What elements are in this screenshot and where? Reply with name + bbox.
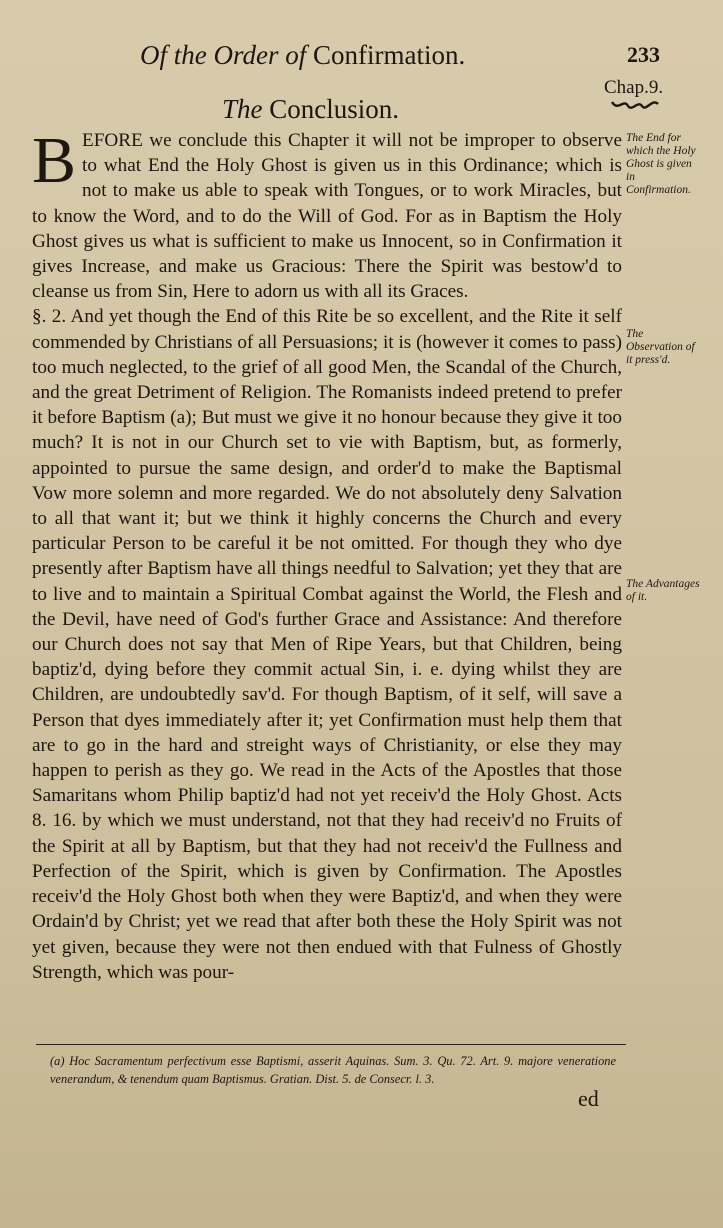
page-number: 233 (627, 42, 660, 67)
margin-note-observation: The Observation of it press'd. (626, 328, 695, 366)
catchword: ed (578, 1086, 599, 1111)
margin-note-end: The End for which the Holy Ghost is given in Confirmation. (626, 132, 696, 196)
heading-roman: Conclusion. (262, 94, 400, 124)
footnote: (a) Hoc Sacramentum perfectivum esse Baptismi, asserit Aquinas. Sum. 3. Qu. 72. Art. 9. majore veneratione venerandum, & tenendum quam Baptismus. Gratian. Dist. 5. de Consecr. l. 3. (50, 1054, 616, 1086)
heading-italic: The (222, 94, 263, 124)
running-title (140, 40, 465, 71)
chapter-label: Chap.9. (604, 77, 664, 98)
section-heading (222, 94, 399, 125)
paragraph-1: EFORE we conclude this Chapter it will not be improper to observe to what End the Holy Ghost is given us in this Ordinance; which is not to make us able to speak with Tongues, or to work Miracles, but to know the Word, and to do the Will of God. For as in Baptism the Holy Ghost gives us what is sufficient to make us Innocent, so in Confirmation it gives Increase, and make us Gracious: There the Spirit was bestow'd to cleanse us from Sin, Here to adorn us with all its Graces. (32, 130, 622, 303)
running-title-italic: Of the Order of (140, 40, 307, 70)
margin-note-advantages: The Advantages of it. (626, 578, 700, 603)
footnote-divider (36, 1044, 626, 1045)
paragraph-1-block (32, 124, 622, 304)
main-text (32, 124, 622, 985)
drop-cap: B (32, 124, 77, 197)
ornament-icon (610, 96, 660, 116)
running-title-roman: Confirmation. (306, 40, 466, 70)
paragraph-2: §. 2. And yet though the End of this Rite be so excellent, and the Rite it self commended by Christians of all Persuasions; it is (however it comes to pass) too much neglected, to the grief of all good Men, the Scandal of the Church, and the great Detriment of Religion. The Romanists indeed pretend to prefer it before Baptism (a); But must we give it no honour because they give it too much? It is not in our Church set to vie with Baptism, but, as formerly, appointed to pursue the same design, and order'd to make the Baptismal Vow more solemn and more regarded. We do not absolutely deny Salvation to all that want it; but we think it highly concerns the Church and every particular Person to be careful it be not omitted. For though they who dye presently after Baptism have all things needful to Salvation; yet they that are to live and to maintain a Spiritual Combat against the World, the Flesh and the Devil, have need of God's further Grace and Assistance: And therefore our Church does not say that Men of Ripe Years, but that Children, being baptiz'd, dying before they commit actual Sin, i. e. dying whilst they are Children, are undoubtedly sav'd. For though Baptism, of it self, will save a Person that dyes immediately after it; yet Confirmation must help them that are to go in the hard and streight ways of Christianity, or else they may happen to perish as they go. We read in the Acts of the Apostles that those Samaritans whom Philip baptiz'd had not yet receiv'd the Holy Ghost. Acts 8. 16. by which we must understand, not that they had receiv'd no Fruits of the Spirit at all by Baptism, but that they had not receiv'd the Fullness and Perfection of the Spirit, which is given by Confirmation. The Apostles receiv'd the Holy Ghost both when they were Baptiz'd, and when they were Ordain'd by Christ; yet we read that after both these the Holy Spirit was not yet given, because they were not then endued with that Fulness of Ghostly Strength, which was pour- (32, 306, 622, 983)
running-header (140, 40, 660, 80)
